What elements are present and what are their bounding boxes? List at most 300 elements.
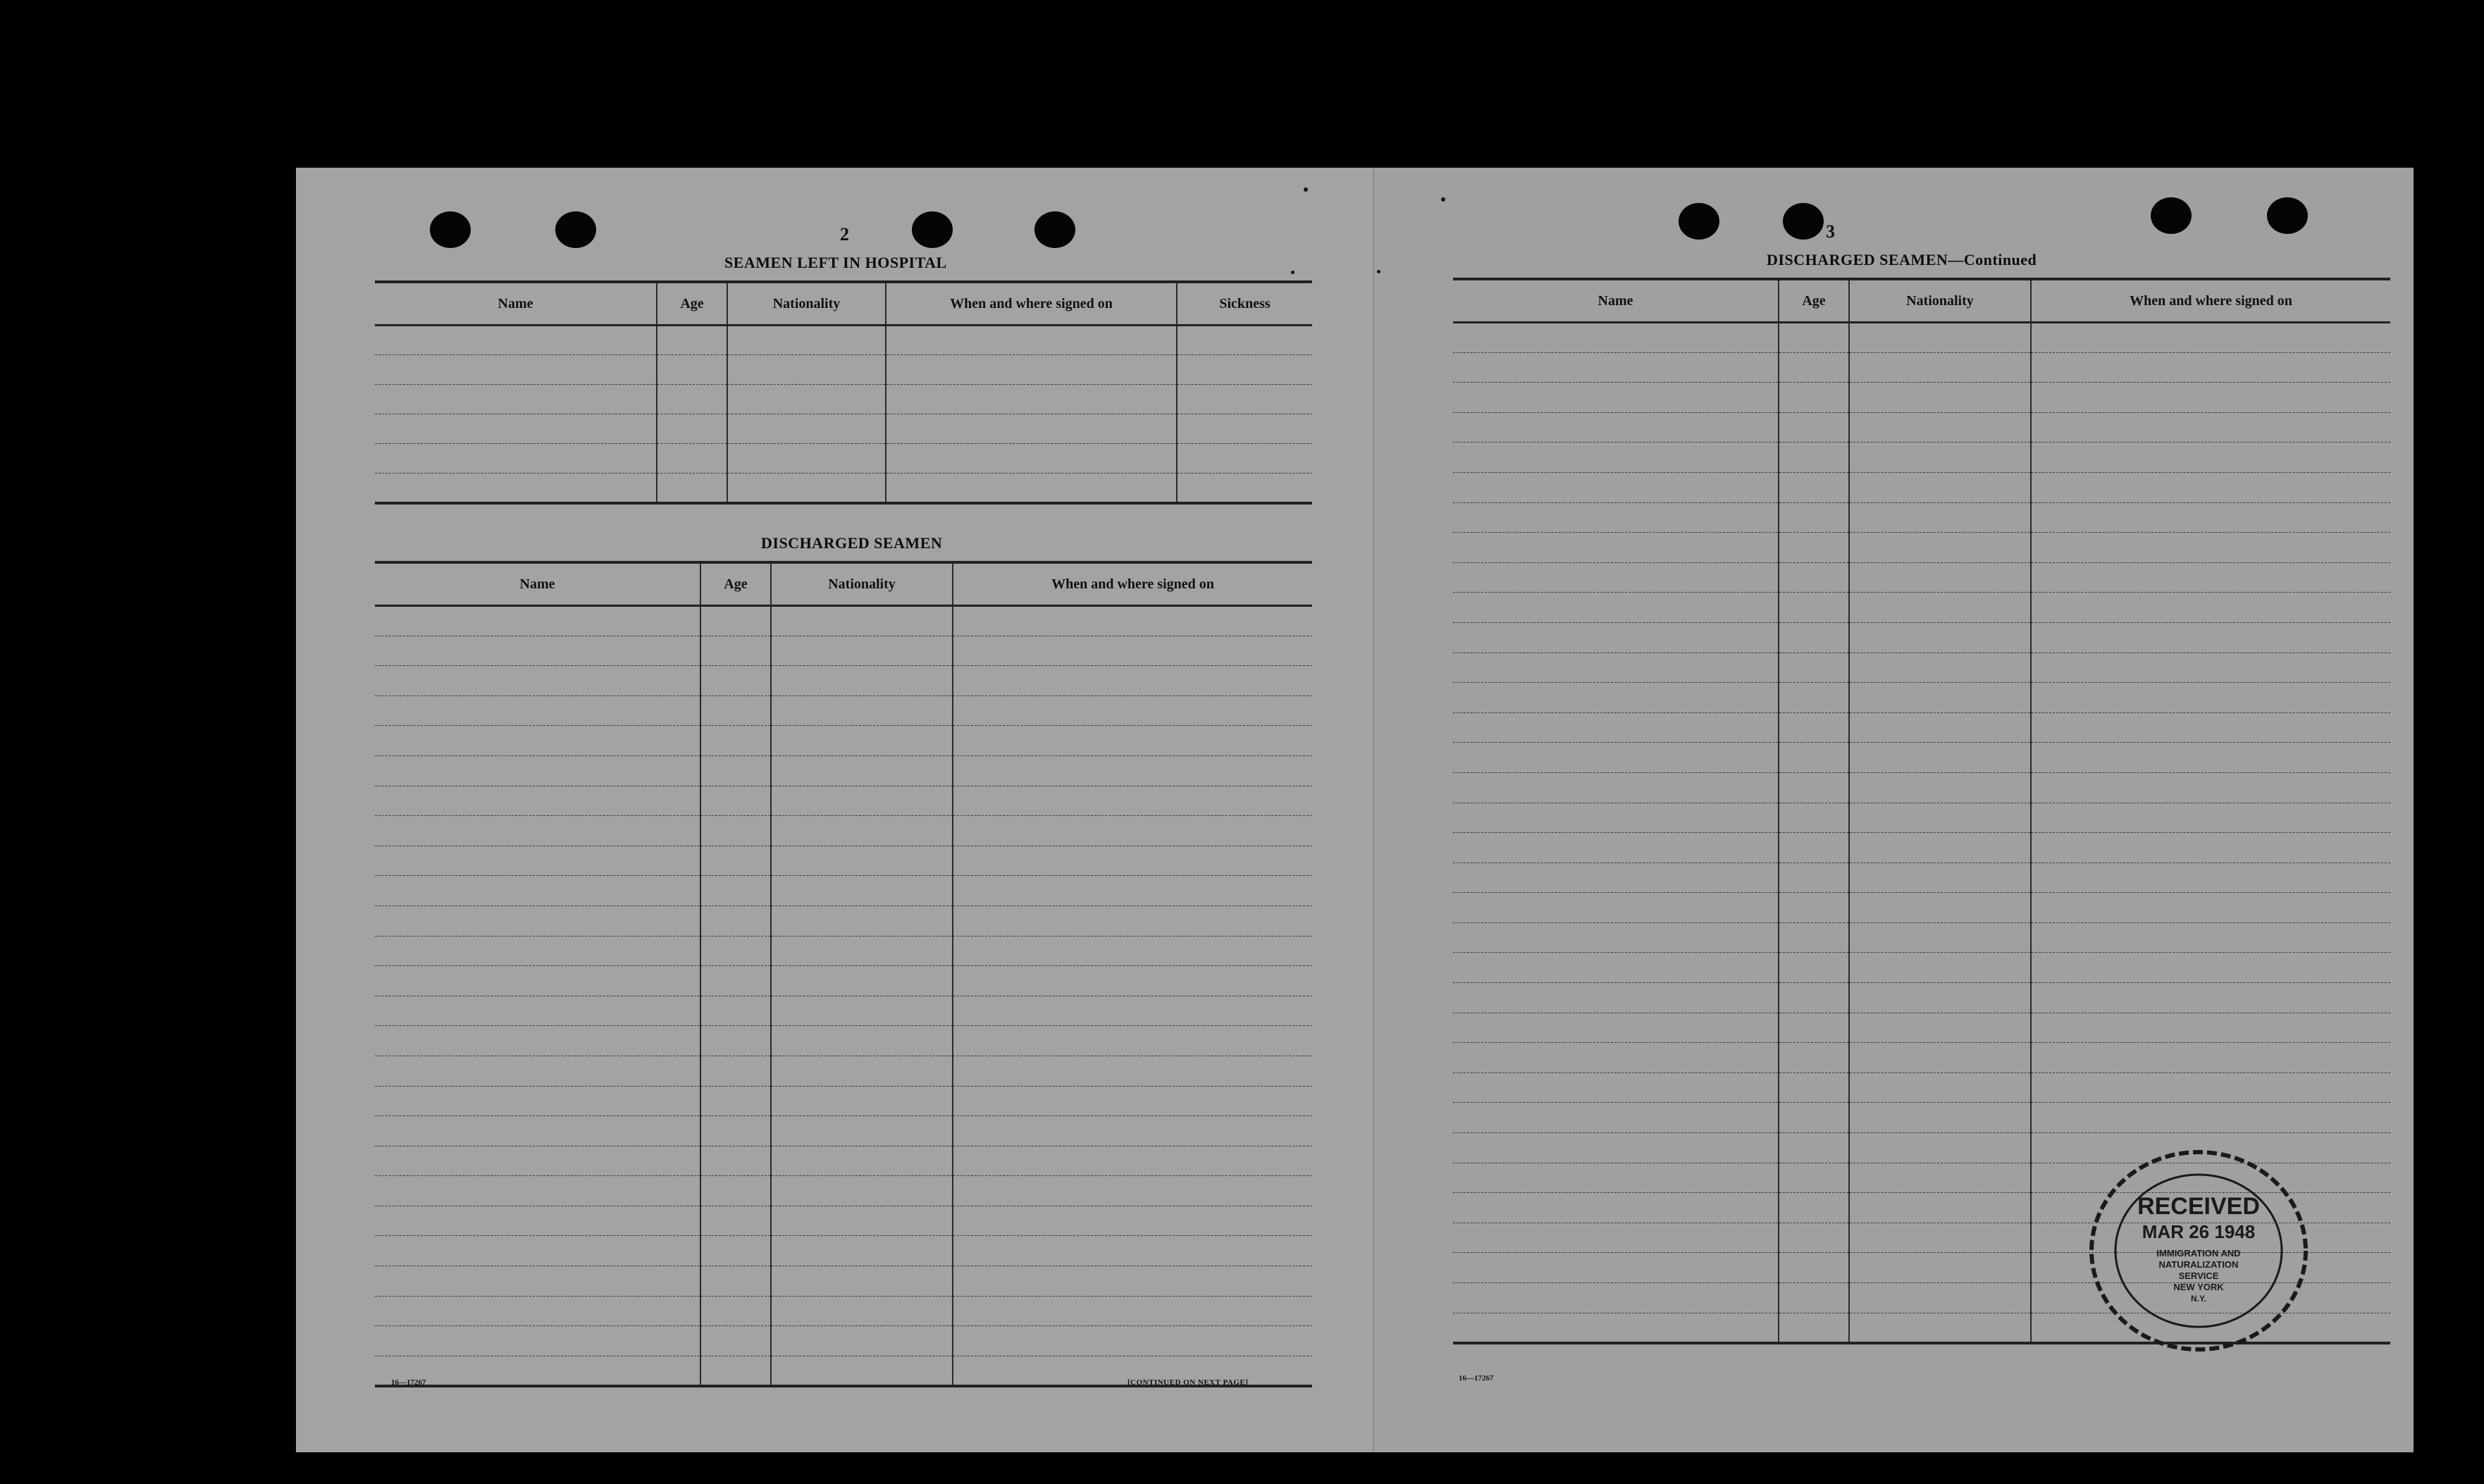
table-row xyxy=(375,695,1312,726)
table-cell xyxy=(1779,833,1849,863)
table-cell xyxy=(2031,533,2390,563)
table-cell xyxy=(375,1116,700,1146)
table-row xyxy=(1453,443,2390,473)
table-cell xyxy=(2031,383,2390,413)
table-cell xyxy=(1453,533,1779,563)
table-row xyxy=(375,636,1312,666)
table-cell xyxy=(700,1146,771,1176)
table-row xyxy=(375,1026,1312,1056)
table-cell xyxy=(1453,1283,1779,1313)
table-cell xyxy=(1453,1313,1779,1343)
table-cell xyxy=(771,1326,953,1356)
table-row xyxy=(1453,502,2390,533)
table-cell xyxy=(1779,922,1849,953)
table-cell xyxy=(953,666,1312,696)
table-row xyxy=(1453,712,2390,743)
table-cell xyxy=(1849,1253,2031,1283)
table-cell xyxy=(1779,352,1849,383)
table-cell xyxy=(1849,772,2031,803)
table-cell xyxy=(375,846,700,876)
table-cell xyxy=(375,444,657,474)
table-cell xyxy=(953,695,1312,726)
table-cell xyxy=(886,414,1177,444)
table-row xyxy=(375,846,1312,876)
table-row xyxy=(1453,862,2390,893)
table-row xyxy=(1453,1103,2390,1133)
table-cell xyxy=(953,1086,1312,1116)
table-cell xyxy=(700,1326,771,1356)
table-cell xyxy=(953,1146,1312,1176)
table-cell xyxy=(2031,833,2390,863)
table-row xyxy=(375,905,1312,936)
discharged-section-title: DISCHARGED SEAMEN xyxy=(761,534,943,552)
table-cell xyxy=(953,1176,1312,1206)
table-cell xyxy=(771,1356,953,1386)
table-cell xyxy=(657,474,727,503)
table-cell xyxy=(953,1266,1312,1297)
table-cell xyxy=(1849,622,2031,653)
table-cell xyxy=(1849,502,2031,533)
table-cell xyxy=(1177,444,1312,474)
table-cell xyxy=(700,1356,771,1386)
table-cell xyxy=(771,816,953,846)
table-cell xyxy=(375,996,700,1026)
table-cell xyxy=(771,1296,953,1326)
table-row xyxy=(375,996,1312,1026)
table-cell xyxy=(1849,1163,2031,1193)
column-header-signed-on: When and where signed on xyxy=(2031,279,2390,323)
table-cell xyxy=(700,1176,771,1206)
table-row xyxy=(375,936,1312,966)
column-header-name: Name xyxy=(375,282,657,326)
table-cell xyxy=(375,876,700,906)
table-row xyxy=(1453,653,2390,683)
table-cell xyxy=(953,816,1312,846)
column-header-age: Age xyxy=(657,282,727,326)
table-cell xyxy=(700,996,771,1026)
table-cell xyxy=(700,966,771,996)
table-cell xyxy=(2031,862,2390,893)
table-cell xyxy=(700,1086,771,1116)
stamp-date: MAR 26 1948 xyxy=(2142,1221,2256,1242)
table-cell xyxy=(700,666,771,696)
table-row xyxy=(1453,593,2390,623)
table-cell xyxy=(727,326,886,355)
table-row xyxy=(1453,893,2390,923)
table-row xyxy=(375,966,1312,996)
table-cell xyxy=(1453,443,1779,473)
punch-hole xyxy=(1034,211,1075,248)
discharged-table xyxy=(375,561,1312,1387)
table-cell xyxy=(1779,472,1849,502)
table-cell xyxy=(2031,653,2390,683)
table-cell xyxy=(375,414,657,444)
table-cell xyxy=(375,1146,700,1176)
table-cell xyxy=(953,1326,1312,1356)
column-header-signed-on: When and where signed on xyxy=(953,562,1312,606)
table-cell xyxy=(1849,653,2031,683)
table-header-row xyxy=(1453,279,2390,323)
table-cell xyxy=(1849,472,2031,502)
table-header-row xyxy=(375,562,1312,606)
table-cell xyxy=(700,1236,771,1266)
stamp-received-text: RECEIVED xyxy=(2137,1193,2260,1220)
table-cell xyxy=(1849,533,2031,563)
table-cell xyxy=(375,695,700,726)
punch-hole xyxy=(2151,197,2192,234)
hospital-table-body xyxy=(375,326,1312,503)
table-cell xyxy=(1453,383,1779,413)
table-cell xyxy=(771,755,953,786)
received-stamp xyxy=(2086,1145,2311,1356)
table-cell xyxy=(1849,1072,2031,1103)
table-cell xyxy=(375,1026,700,1056)
table-cell xyxy=(2031,1013,2390,1043)
table-cell xyxy=(1849,1223,2031,1253)
table-cell xyxy=(1453,712,1779,743)
table-cell xyxy=(1849,1283,2031,1313)
table-row xyxy=(375,1086,1312,1116)
table-cell xyxy=(727,474,886,503)
table-cell xyxy=(771,695,953,726)
table-cell xyxy=(1779,562,1849,593)
table-cell xyxy=(1779,1253,1849,1283)
table-cell xyxy=(953,786,1312,816)
table-row xyxy=(375,414,1312,444)
table-cell xyxy=(1453,953,1779,983)
table-row xyxy=(375,444,1312,474)
hospital-section-title: SEAMEN LEFT IN HOSPITAL xyxy=(724,254,947,271)
table-cell xyxy=(375,936,700,966)
table-cell xyxy=(2031,562,2390,593)
table-cell xyxy=(700,816,771,846)
page-number: 2 xyxy=(840,224,849,245)
table-row xyxy=(375,474,1312,503)
table-row xyxy=(375,1326,1312,1356)
table-cell xyxy=(1849,833,2031,863)
table-cell xyxy=(1453,803,1779,833)
table-cell xyxy=(375,905,700,936)
table-cell xyxy=(1453,1103,1779,1133)
table-cell xyxy=(2031,953,2390,983)
table-cell xyxy=(1453,1072,1779,1103)
table-cell xyxy=(1453,412,1779,443)
table-cell xyxy=(375,1176,700,1206)
table-row xyxy=(375,1206,1312,1236)
column-header-signed-on: When and where signed on xyxy=(886,282,1177,326)
table-row xyxy=(375,786,1312,816)
table-row xyxy=(1453,622,2390,653)
table-cell xyxy=(2031,443,2390,473)
table-cell xyxy=(1453,472,1779,502)
table-cell xyxy=(2031,803,2390,833)
column-header-sickness: Sickness xyxy=(1177,282,1312,326)
table-cell xyxy=(1849,323,2031,353)
stamp-line4: NATURALIZATION xyxy=(2158,1259,2239,1270)
table-cell xyxy=(953,966,1312,996)
table-cell xyxy=(953,996,1312,1026)
table-cell xyxy=(771,1236,953,1266)
table-cell xyxy=(375,1086,700,1116)
table-row xyxy=(1453,1013,2390,1043)
table-row xyxy=(1453,803,2390,833)
table-cell xyxy=(700,905,771,936)
table-cell xyxy=(886,444,1177,474)
table-cell xyxy=(1453,683,1779,713)
table-row xyxy=(375,816,1312,846)
table-cell xyxy=(1453,743,1779,773)
table-cell xyxy=(771,1026,953,1056)
table-cell xyxy=(1779,1103,1849,1133)
table-cell xyxy=(1779,1313,1849,1343)
table-cell xyxy=(1453,1133,1779,1163)
table-cell xyxy=(1453,893,1779,923)
punch-hole xyxy=(1679,203,1719,240)
table-cell xyxy=(953,726,1312,756)
table-cell xyxy=(1453,1043,1779,1073)
table-cell xyxy=(771,936,953,966)
table-cell xyxy=(953,876,1312,906)
table-cell xyxy=(657,444,727,474)
table-cell xyxy=(953,936,1312,966)
table-cell xyxy=(1453,833,1779,863)
left-page xyxy=(296,168,1374,1452)
stamp-line5: SERVICE xyxy=(2178,1270,2219,1281)
table-cell xyxy=(1453,653,1779,683)
column-header-nationality: Nationality xyxy=(727,282,886,326)
table-cell xyxy=(1849,412,2031,443)
table-cell xyxy=(1779,412,1849,443)
table-row xyxy=(375,1296,1312,1326)
table-cell xyxy=(1779,323,1849,353)
table-cell xyxy=(1177,326,1312,355)
table-cell xyxy=(1779,683,1849,713)
table-header-row xyxy=(375,282,1312,326)
table-row xyxy=(1453,562,2390,593)
table-cell xyxy=(375,816,700,846)
table-cell xyxy=(1849,352,2031,383)
column-header-age: Age xyxy=(1779,279,1849,323)
table-row xyxy=(1453,833,2390,863)
table-cell xyxy=(727,444,886,474)
table-row xyxy=(1453,533,2390,563)
table-cell xyxy=(1849,1013,2031,1043)
table-cell xyxy=(2031,593,2390,623)
table-cell xyxy=(886,326,1177,355)
punch-hole xyxy=(912,211,953,248)
table-cell xyxy=(771,666,953,696)
table-cell xyxy=(953,1026,1312,1056)
table-cell xyxy=(1849,953,2031,983)
hospital-table xyxy=(375,280,1312,505)
table-cell xyxy=(2031,502,2390,533)
table-cell xyxy=(375,636,700,666)
table-cell xyxy=(1849,1133,2031,1163)
table-cell xyxy=(953,1236,1312,1266)
table-cell xyxy=(953,755,1312,786)
table-cell xyxy=(375,666,700,696)
table-cell xyxy=(1779,1043,1849,1073)
table-cell xyxy=(1779,1283,1849,1313)
table-cell xyxy=(375,966,700,996)
table-row xyxy=(375,326,1312,355)
column-header-age: Age xyxy=(700,562,771,606)
table-cell xyxy=(375,726,700,756)
table-cell xyxy=(1453,502,1779,533)
table-cell xyxy=(1779,653,1849,683)
column-header-name: Name xyxy=(1453,279,1779,323)
table-row xyxy=(375,755,1312,786)
table-cell xyxy=(771,996,953,1026)
table-row xyxy=(375,1056,1312,1086)
stamp-line7: N.Y. xyxy=(2190,1294,2207,1304)
table-cell xyxy=(771,1266,953,1297)
table-cell xyxy=(657,326,727,355)
table-cell xyxy=(771,876,953,906)
table-cell xyxy=(2031,1103,2390,1133)
table-cell xyxy=(1849,1313,2031,1343)
table-cell xyxy=(1849,1193,2031,1223)
table-cell xyxy=(1849,1103,2031,1133)
table-cell xyxy=(1849,712,2031,743)
table-cell xyxy=(1453,772,1779,803)
table-cell xyxy=(1453,622,1779,653)
table-cell xyxy=(1177,355,1312,385)
table-cell xyxy=(375,1236,700,1266)
table-cell xyxy=(953,846,1312,876)
table-cell xyxy=(1453,862,1779,893)
table-cell xyxy=(375,1326,700,1356)
table-cell xyxy=(1453,323,1779,353)
table-row xyxy=(1453,983,2390,1013)
table-cell xyxy=(375,786,700,816)
table-cell xyxy=(953,905,1312,936)
table-cell xyxy=(1849,562,2031,593)
table-cell xyxy=(1779,712,1849,743)
table-cell xyxy=(2031,743,2390,773)
table-cell xyxy=(1779,533,1849,563)
table-cell xyxy=(1779,383,1849,413)
table-cell xyxy=(953,1206,1312,1236)
ink-speck xyxy=(1441,197,1445,202)
table-cell xyxy=(1849,1043,2031,1073)
table-cell xyxy=(1453,1223,1779,1253)
table-cell xyxy=(2031,1072,2390,1103)
table-row xyxy=(1453,472,2390,502)
table-cell xyxy=(1849,983,2031,1013)
table-cell xyxy=(1177,385,1312,414)
table-cell xyxy=(1453,922,1779,953)
table-cell xyxy=(1779,743,1849,773)
table-cell xyxy=(886,474,1177,503)
table-cell xyxy=(2031,922,2390,953)
table-row xyxy=(1453,383,2390,413)
table-row xyxy=(1453,323,2390,353)
table-cell xyxy=(953,1116,1312,1146)
table-cell xyxy=(2031,472,2390,502)
table-row xyxy=(375,1146,1312,1176)
table-cell xyxy=(771,1146,953,1176)
table-cell xyxy=(375,1296,700,1326)
punch-hole xyxy=(1783,203,1824,240)
table-cell xyxy=(771,606,953,636)
table-cell xyxy=(2031,712,2390,743)
table-cell xyxy=(375,474,657,503)
table-cell xyxy=(700,726,771,756)
table-cell xyxy=(700,695,771,726)
table-cell xyxy=(727,355,886,385)
table-cell xyxy=(2031,1043,2390,1073)
table-cell xyxy=(1849,922,2031,953)
stamp-line3: IMMIGRATION AND xyxy=(2156,1248,2241,1259)
table-cell xyxy=(771,846,953,876)
table-cell xyxy=(657,355,727,385)
table-cell xyxy=(1849,743,2031,773)
ink-speck xyxy=(1291,271,1294,274)
page-number: 3 xyxy=(1826,221,1835,242)
table-cell xyxy=(1453,562,1779,593)
table-row xyxy=(375,355,1312,385)
table-cell xyxy=(771,1056,953,1086)
table-cell xyxy=(375,355,657,385)
table-row xyxy=(375,1236,1312,1266)
table-cell xyxy=(2031,412,2390,443)
form-code: 16—17267 xyxy=(1459,1374,1494,1383)
table-row xyxy=(1453,953,2390,983)
punch-hole xyxy=(555,211,596,248)
table-row xyxy=(1453,743,2390,773)
table-cell xyxy=(1453,1253,1779,1283)
table-cell xyxy=(771,1086,953,1116)
table-row xyxy=(1453,683,2390,713)
table-cell xyxy=(1779,1072,1849,1103)
table-cell xyxy=(375,755,700,786)
table-cell xyxy=(2031,893,2390,923)
table-cell xyxy=(953,606,1312,636)
table-row xyxy=(375,606,1312,636)
table-cell xyxy=(1779,622,1849,653)
table-cell xyxy=(700,1266,771,1297)
table-cell xyxy=(1849,862,2031,893)
table-row xyxy=(375,666,1312,696)
table-cell xyxy=(375,385,657,414)
table-cell xyxy=(1779,893,1849,923)
table-row xyxy=(1453,1072,2390,1103)
table-cell xyxy=(1779,862,1849,893)
table-cell xyxy=(1779,502,1849,533)
table-cell xyxy=(1779,1163,1849,1193)
table-cell xyxy=(2031,352,2390,383)
table-cell xyxy=(700,755,771,786)
table-cell xyxy=(886,385,1177,414)
table-cell xyxy=(1779,803,1849,833)
table-cell xyxy=(1453,1193,1779,1223)
table-cell xyxy=(1453,983,1779,1013)
table-cell xyxy=(1849,383,2031,413)
table-cell xyxy=(375,326,657,355)
table-cell xyxy=(700,846,771,876)
table-cell xyxy=(375,1266,700,1297)
table-cell xyxy=(1779,953,1849,983)
table-cell xyxy=(771,1116,953,1146)
table-cell xyxy=(1453,1013,1779,1043)
table-cell xyxy=(700,1296,771,1326)
table-cell xyxy=(375,1056,700,1086)
table-cell xyxy=(700,636,771,666)
table-row xyxy=(375,1266,1312,1297)
table-cell xyxy=(1779,983,1849,1013)
table-cell xyxy=(1779,1133,1849,1163)
